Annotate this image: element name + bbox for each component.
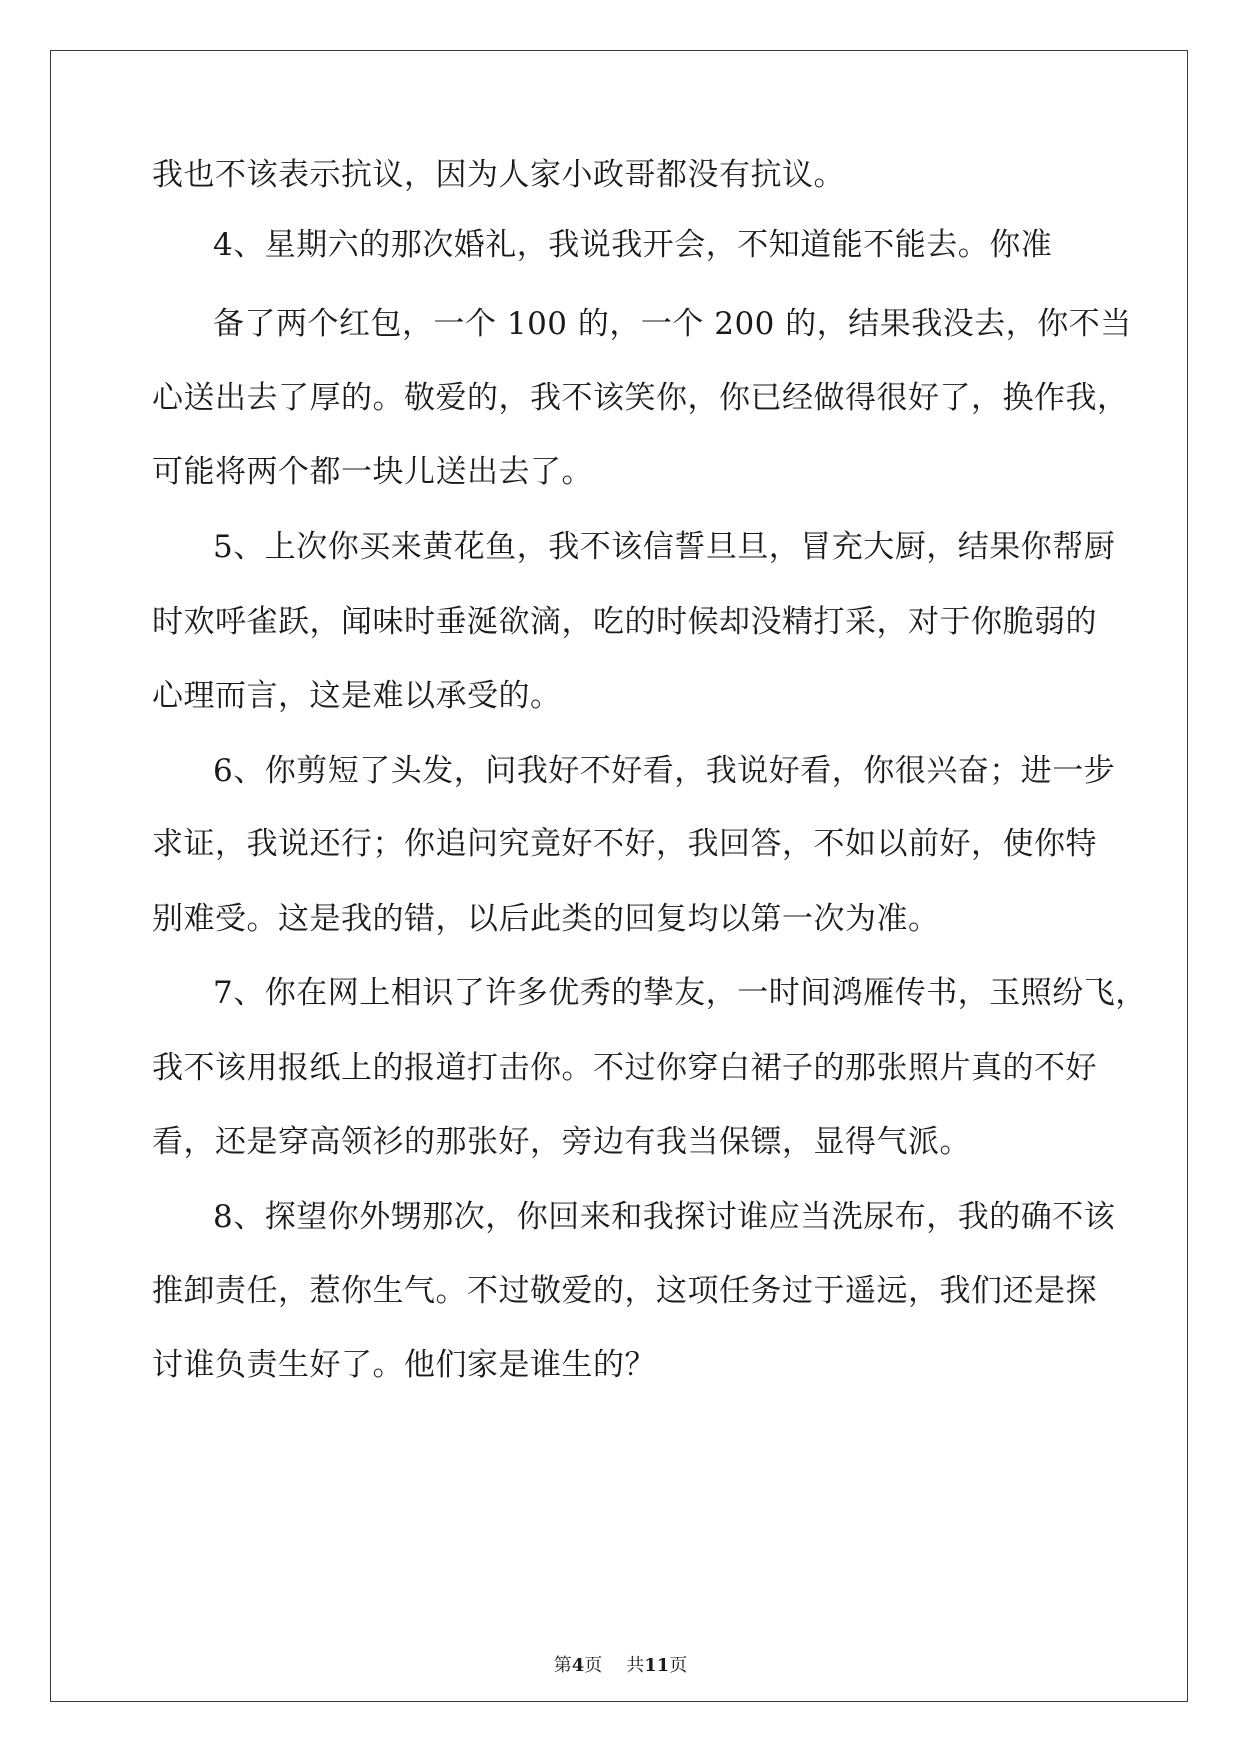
- text-line-10: 求证，我说还行；你追问究竟好不好，我回答，不如以前好，使你特: [152, 826, 1097, 862]
- text-line-15: 8、探望你外甥那次，你回来和我探讨谁应当洗尿布，我的确不该: [213, 1199, 1116, 1235]
- text-line-16: 推卸责任，惹你生气。不过敬爱的，这项任务过于遥远，我们还是探: [152, 1273, 1097, 1309]
- text-line-3: 备了两个红包，一个 100 的，一个 200 的，结果我没去，你不当: [213, 306, 1132, 342]
- text-line-17: 讨谁负责生好了。他们家是谁生的？: [152, 1347, 656, 1383]
- page-border: [50, 50, 1188, 1702]
- page-suffix: 页: [584, 1655, 603, 1676]
- text-line-9: 6、你剪短了头发，问我好不好看，我说好看，你很兴奋；进一步: [213, 753, 1116, 789]
- text-line-11: 别难受。这是我的错，以后此类的回复均以第一次为准。: [152, 901, 940, 937]
- text-line-5: 可能将两个都一块儿送出去了。: [152, 454, 593, 490]
- text-line-8: 心理而言，这是难以承受的。: [152, 678, 562, 714]
- total-pages: 11: [644, 1655, 670, 1676]
- text-line-4: 心送出去了厚的。敬爱的，我不该笑你，你已经做得很好了，换作我，: [152, 380, 1129, 416]
- page-number: 4: [571, 1655, 585, 1676]
- page-footer: [0, 1654, 1241, 1678]
- total-prefix: 共: [626, 1655, 645, 1676]
- text-line-6: 5、上次你买来黄花鱼，我不该信誓旦旦，冒充大厨，结果你帮厨: [213, 529, 1116, 565]
- text-line-2: 4、星期六的那次婚礼，我说我开会，不知道能不能去。你准: [213, 227, 1053, 263]
- text-line-14: 看，还是穿高领衫的那张好，旁边有我当保镖，显得气派。: [152, 1124, 971, 1160]
- text-line-13: 我不该用报纸上的报道打击你。不过你穿白裙子的那张照片真的不好: [152, 1050, 1097, 1086]
- page-prefix: 第: [553, 1655, 572, 1676]
- total-suffix: 页: [669, 1655, 688, 1676]
- text-line-7: 时欢呼雀跃，闻味时垂涎欲滴，吃的时候却没精打采，对于你脆弱的: [152, 604, 1097, 640]
- text-line-12: 7、你在网上相识了许多优秀的挚友，一时间鸿雁传书，玉照纷飞，: [213, 975, 1147, 1011]
- text-line-1: 我也不该表示抗议，因为人家小政哥都没有抗议。: [152, 157, 845, 193]
